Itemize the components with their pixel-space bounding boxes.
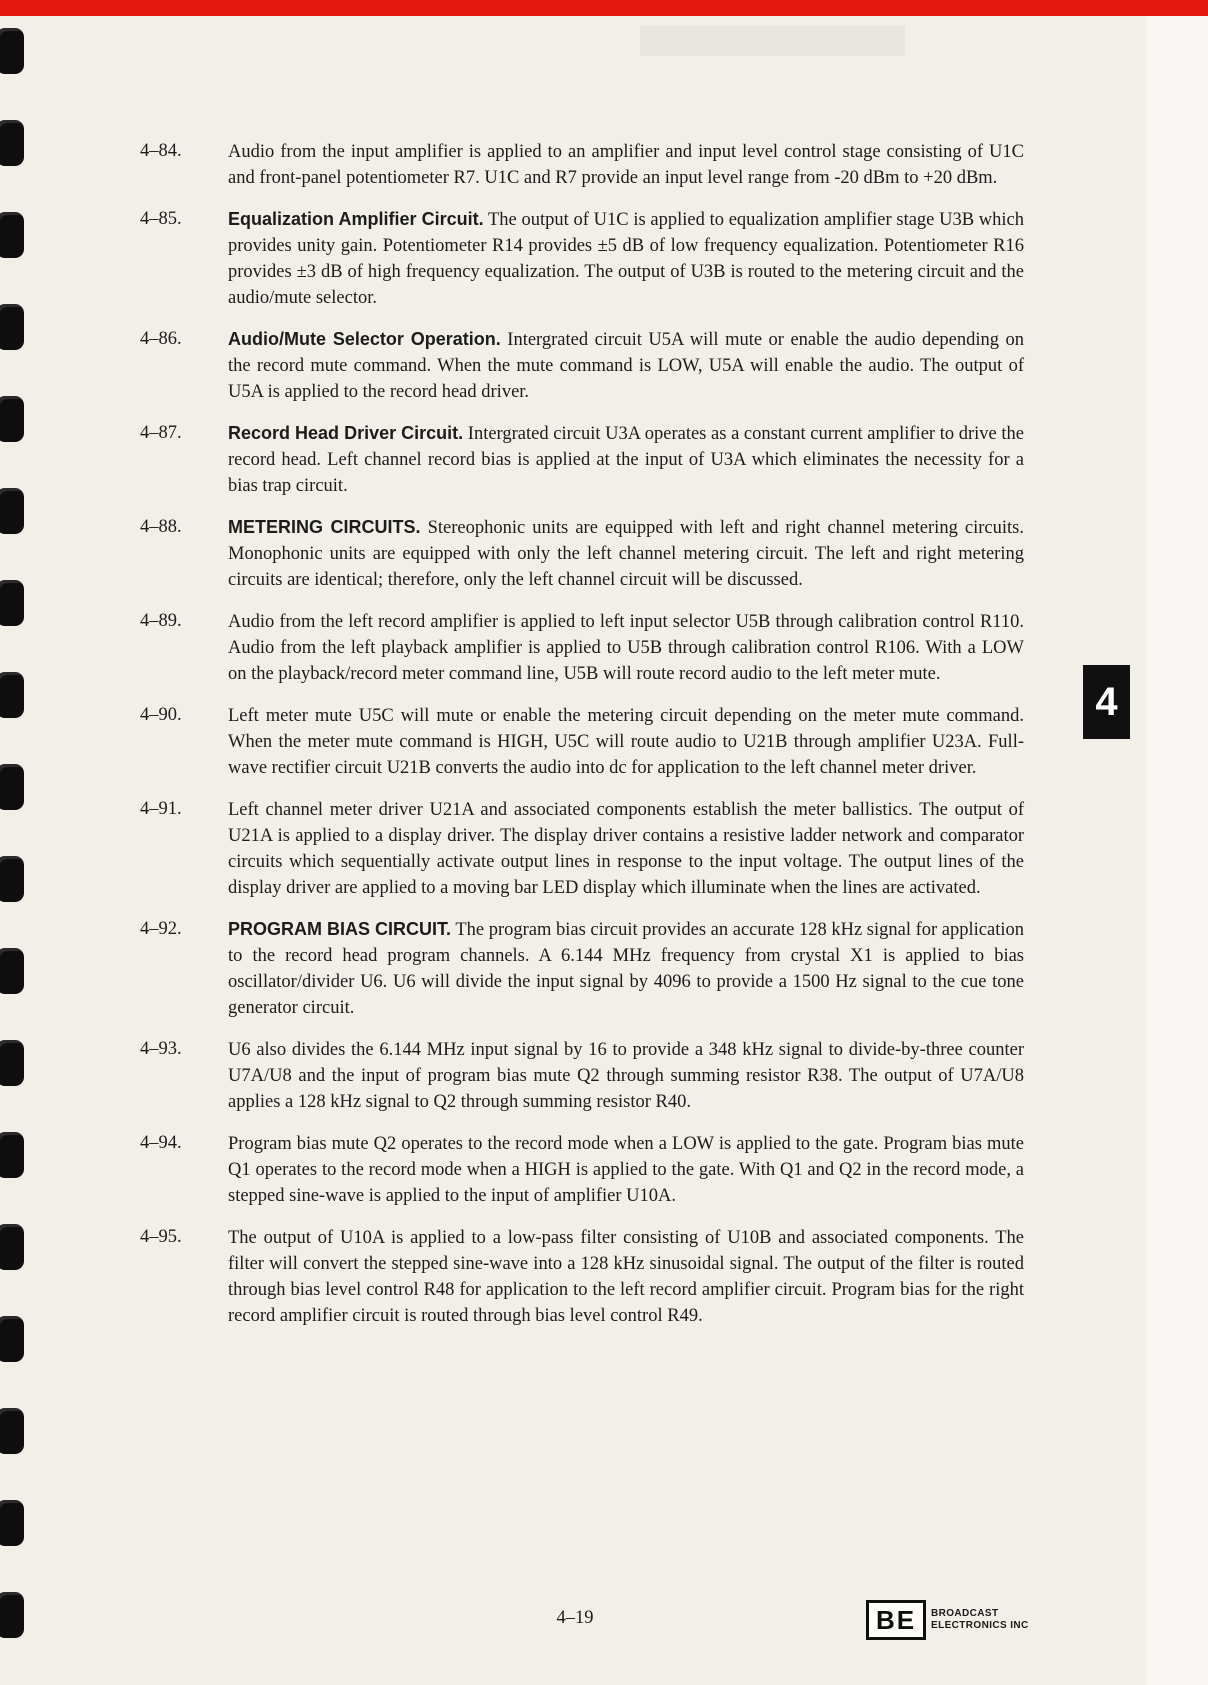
paragraph-body: The program bias circuit provides an accurate 128 kHz signal for application to the record head program channels. A 6.144 MHz frequency from crystal X1 is applied to bias oscillator/divider U6. U6 will divide the input signal by 4096 to provide a 1500 Hz signal to the cue tone generator circuit. (228, 920, 1024, 1018)
paragraph (140, 514, 1024, 593)
paragraph-number: 4–90. (140, 705, 182, 725)
paragraph-text (228, 514, 1024, 593)
binding-hole (0, 1500, 24, 1546)
paragraph (140, 1224, 1024, 1329)
binding-hole (0, 488, 24, 534)
binding-hole (0, 304, 24, 350)
binding-hole (0, 1408, 24, 1454)
paragraph-text (228, 420, 1024, 499)
paragraph (140, 206, 1024, 311)
binding-hole (0, 764, 24, 810)
binding-hole (0, 396, 24, 442)
binding-holes (0, 0, 40, 1685)
binding-hole (0, 1316, 24, 1362)
paragraph-heading: Audio/Mute Selector Operation. (228, 329, 501, 349)
paragraph-text (228, 702, 1024, 781)
paragraph-body: Intergrated circuit U5A will mute or enable the audio depending on the record mute command. When the mute command is LOW, U5A will enable the audio. The output of U5A is applied to the record head driver. (228, 330, 1025, 402)
paragraph (140, 702, 1024, 781)
paragraph-number: 4–91. (140, 799, 182, 819)
paragraph (140, 420, 1024, 499)
paragraph-text (228, 1130, 1024, 1209)
page-number: 4–19 (556, 1608, 594, 1628)
paragraph-number: 4–88. (140, 517, 182, 537)
paragraph-text (228, 796, 1024, 901)
paragraph-number: 4–92. (140, 919, 182, 939)
logo-caption (931, 1608, 1029, 1632)
logo-caption-line1: BROADCAST (931, 1608, 999, 1619)
binding-hole (0, 856, 24, 902)
paragraph-text (228, 1036, 1024, 1115)
binding-hole (0, 212, 24, 258)
paragraph-body: Left meter mute U5C will mute or enable the metering circuit depending on the meter mute command. When the meter mute command is HIGH, U5C will route audio to U21B through amplifier U23A. Full-wave rectifier circuit U21B converts the audio into dc for application to the left channel meter driver. (228, 706, 1024, 778)
paragraph-body: Audio from the left record amplifier is applied to left input selector U5B through calibration control R110. Audio from the left playback amplifier is applied to U5B through calibration control R106. With a LOW on the playback/record meter command line, U5B will route record audio to the left meter mute. (228, 612, 1024, 684)
paragraph-text (228, 326, 1024, 405)
paragraph-heading: Record Head Driver Circuit. (228, 423, 464, 443)
paragraph-body: U6 also divides the 6.144 MHz input signal by 16 to provide a 348 kHz signal to divide-by-three counter U7A/U8 and the input of program bias mute Q2 through summing resistor R38. The output of U7A/U8 applies a 128 kHz signal to Q2 through summing resistor R40. (228, 1040, 1024, 1112)
page-right-margin (1146, 16, 1208, 1685)
paragraph-text (228, 206, 1024, 311)
paragraph-body: Stereophonic units are equipped with left and right channel metering circuits. Monophonic units are equipped with only the left channel metering circuit. The left and right metering circuits are identical; therefore, only the left channel circuit will be discussed. (228, 518, 1024, 590)
paragraph (140, 138, 1024, 191)
paragraph-text (228, 916, 1024, 1021)
paragraph-body: Intergrated circuit U3A operates as a constant current amplifier to drive the record head. Left channel record bias is applied at the input of U3A which eliminates the necessity for a bias trap circuit. (228, 424, 1024, 496)
document-body (140, 138, 1024, 1344)
paragraph (140, 326, 1024, 405)
chapter-tab (1083, 665, 1130, 739)
broadcast-electronics-logo (866, 1600, 1029, 1640)
paragraph-body: Audio from the input amplifier is applied to an amplifier and input level control stage consisting of U1C and front-panel potentiometer R7. U1C and R7 provide an input level range from -20 dBm to +20 dBm. (228, 142, 1024, 188)
paragraph-number: 4–87. (140, 423, 182, 443)
paragraph (140, 608, 1024, 687)
paragraph (140, 1036, 1024, 1115)
paragraph-body: The output of U1C is applied to equalization amplifier stage U3B which provides unity gain. Potentiometer R14 provides ±5 dB of low frequency equalization. Potentiometer R16 provides ±3 dB of high frequency equalization. The output of U3B is routed to the metering circuit and the audio/mute selector. (228, 210, 1025, 308)
paragraph (140, 1130, 1024, 1209)
paragraph-number: 4–95. (140, 1227, 182, 1247)
binding-hole (0, 1040, 24, 1086)
paragraph-number: 4–86. (140, 329, 182, 349)
binding-hole (0, 1132, 24, 1178)
binding-hole (0, 948, 24, 994)
chapter-tab-label: 4 (1095, 679, 1118, 724)
paragraph-heading: METERING CIRCUITS. (228, 517, 421, 537)
paragraph-number: 4–94. (140, 1133, 182, 1153)
logo-caption-line2: ELECTRONICS INC (931, 1620, 1029, 1631)
red-top-strip (0, 0, 1208, 16)
paragraph-text (228, 1224, 1024, 1329)
binding-hole (0, 120, 24, 166)
paragraph-number: 4–84. (140, 141, 182, 161)
paragraph-heading: Equalization Amplifier Circuit. (228, 209, 484, 229)
be-logo-icon: BE (866, 1600, 926, 1640)
paragraph-number: 4–85. (140, 209, 182, 229)
paragraph-body: Program bias mute Q2 operates to the record mode when a LOW is applied to the gate. Program bias mute Q1 operates to the record mode when a HIGH is applied to the gate. With Q1 and Q2 in the record mode, a stepped sine-wave is applied to the input of amplifier U10A. (228, 1134, 1024, 1206)
paragraph-body: The output of U10A is applied to a low-pass filter consisting of U10B and associated components. The filter will convert the stepped sine-wave into a 128 kHz sinusoidal signal. The output of the filter is routed through bias level control R48 for application to the left record amplifier circuit. Program bias for the right record amplifier circuit is routed through bias level control R49. (228, 1228, 1024, 1326)
scan-artifact (640, 26, 905, 56)
binding-hole (0, 672, 24, 718)
paragraph-number: 4–89. (140, 611, 182, 631)
binding-hole (0, 1224, 24, 1270)
paragraph-heading: PROGRAM BIAS CIRCUIT. (228, 919, 452, 939)
binding-hole (0, 580, 24, 626)
binding-hole (0, 28, 24, 74)
paragraph-text (228, 608, 1024, 687)
paragraph-body: Left channel meter driver U21A and associated components establish the meter ballistics. The output of U21A is applied to a display driver. The display driver contains a resistive ladder network and comparator circuits which sequentially activate output lines in response to the input voltage. The output lines of the display driver are applied to a moving bar LED display which illuminate when the lines are activated. (228, 800, 1024, 898)
paragraph (140, 796, 1024, 901)
paragraph-number: 4–93. (140, 1039, 182, 1059)
paragraph-text (228, 138, 1024, 191)
paragraph (140, 916, 1024, 1021)
